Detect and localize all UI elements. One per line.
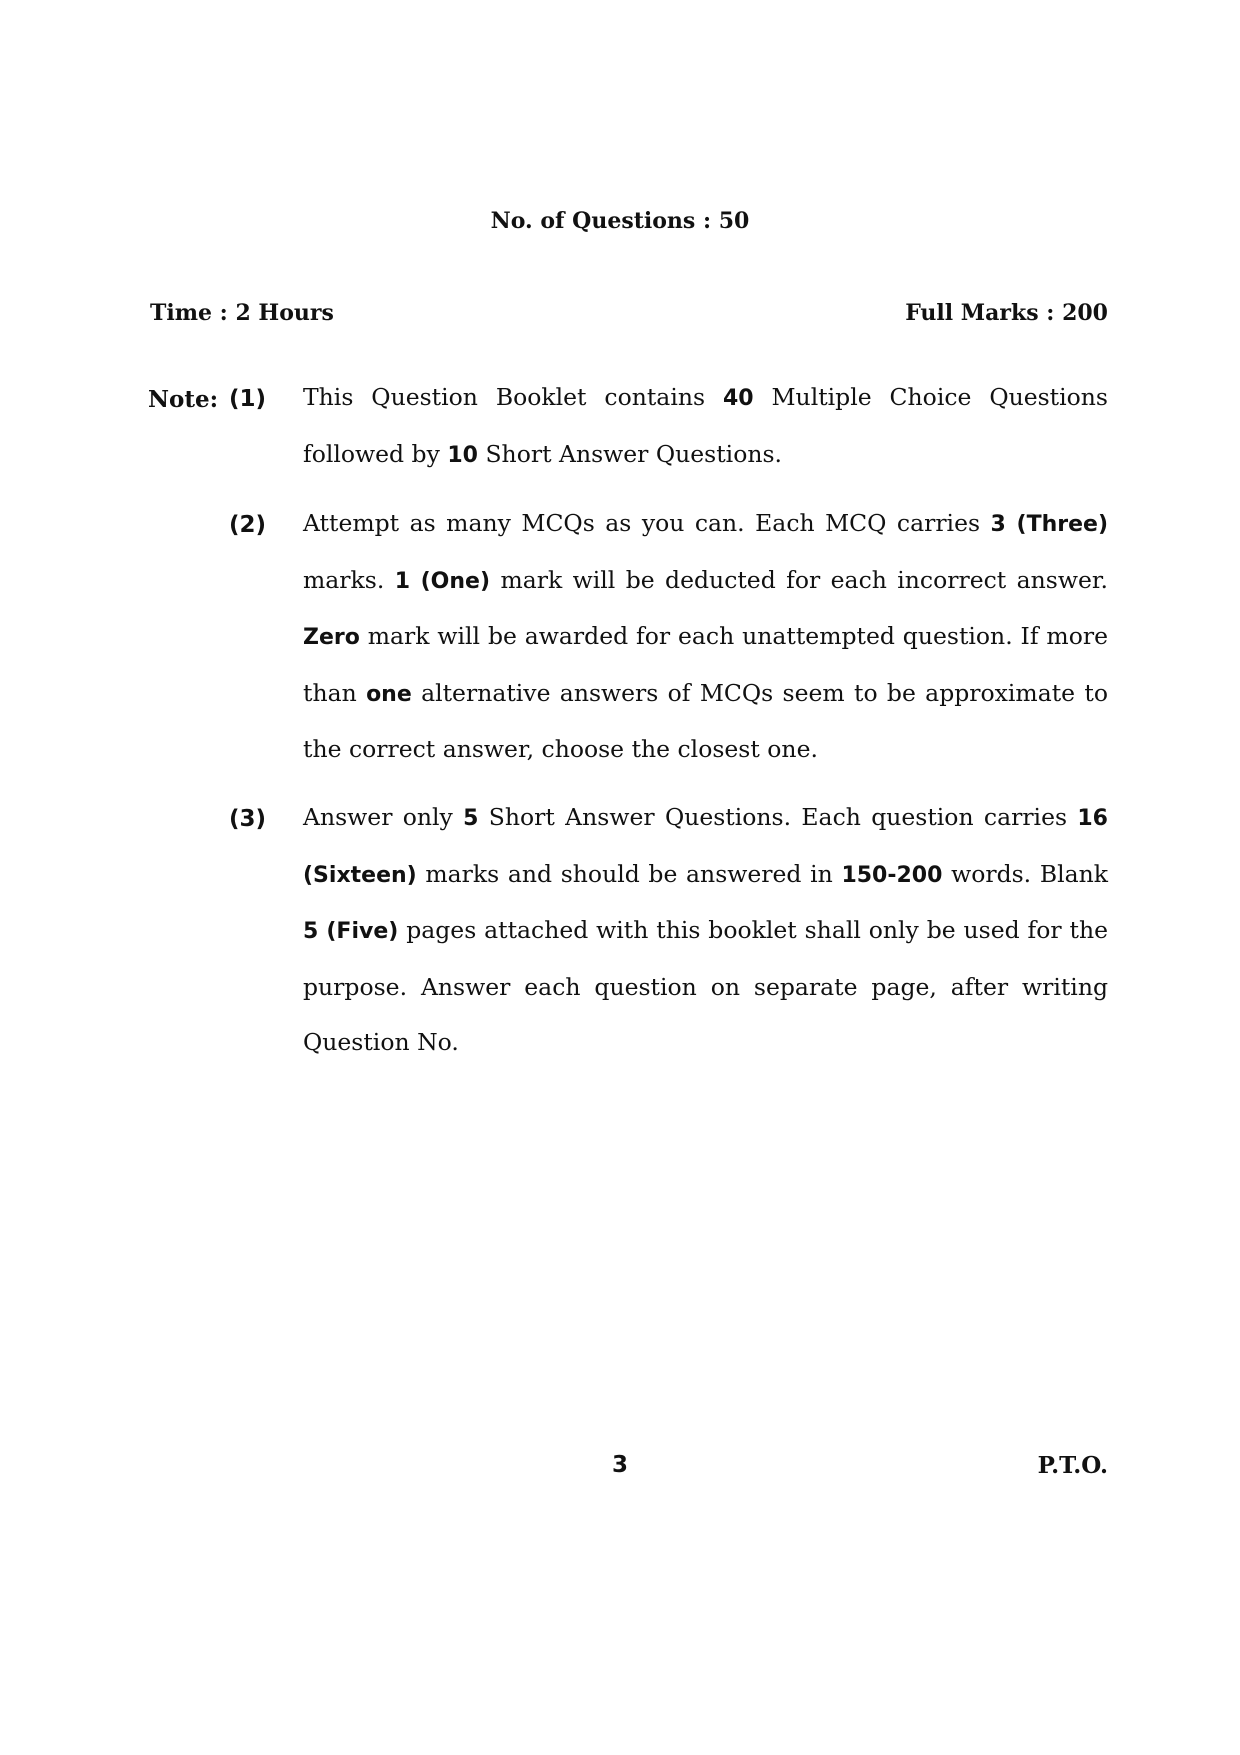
note-item-number: (1)	[228, 386, 266, 412]
emphasized-text: 40	[722, 386, 754, 411]
note-item-text	[303, 370, 1108, 483]
text-run: Attempt as many MCQs as you can. Each MCQ carries	[303, 509, 991, 537]
time-allowed: Time : 2 Hours	[150, 300, 334, 326]
note-item-text	[303, 790, 1108, 1071]
emphasized-text: 150-200	[841, 862, 943, 888]
emphasized-text: 1 (One)	[394, 568, 491, 594]
text-run: alternative answers of MCQs seem to be approximate to the correct answer, choose the closest one.	[303, 678, 1108, 763]
note-item-number: (2)	[228, 512, 266, 538]
text-run: words. Blank	[942, 859, 1108, 888]
emphasized-text: 5	[463, 806, 479, 831]
text-run: pages attached with this booklet shall only be used for the purpose. Answer each question on separate page, after writing Question No.	[303, 916, 1108, 1056]
pto-label: P.T.O.	[1037, 1452, 1108, 1479]
text-run: Short Answer Questions.	[477, 439, 783, 468]
text-run: Short Answer Questions. Each question carries	[478, 803, 1078, 831]
page-number: 3	[611, 1452, 628, 1478]
emphasized-text: 16 (Sixteen)	[303, 806, 1108, 888]
note-item-text	[303, 496, 1108, 778]
emphasized-text: 3 (Three)	[990, 512, 1109, 537]
emphasized-text: one	[366, 681, 412, 707]
text-run: mark will be deducted for each incorrect answer.	[490, 565, 1108, 594]
text-run: Multiple Choice Questions followed by	[303, 383, 1108, 468]
emphasized-text: 5 (Five)	[303, 919, 399, 944]
emphasized-text: Zero	[303, 625, 360, 650]
text-run: mark will be awarded for each unattempted question. If more than	[303, 622, 1108, 707]
text-run: Answer only	[303, 803, 464, 831]
note-item-number: (3)	[228, 806, 266, 832]
text-run: marks.	[303, 565, 395, 594]
emphasized-text: 10	[447, 442, 478, 468]
text-run: marks and should be answered in	[416, 859, 842, 888]
full-marks: Full Marks : 200	[905, 300, 1108, 326]
note-label: Note:	[148, 386, 219, 413]
text-run: This Question Booklet contains	[303, 383, 723, 411]
question-count: No. of Questions : 50	[490, 208, 750, 234]
